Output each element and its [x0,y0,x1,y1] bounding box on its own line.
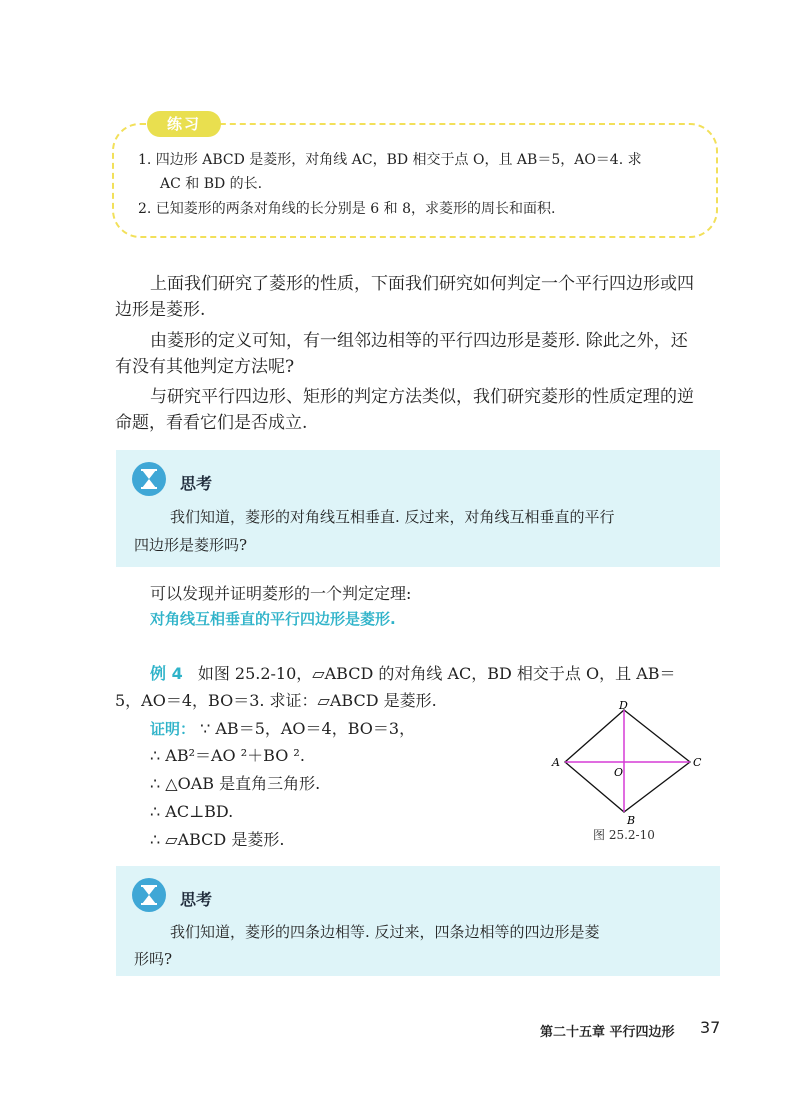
example-line2: 5，AO＝4，BO＝3. 求证：▱ABCD 是菱形. [115,691,437,710]
footer-chapter: 第二十五章 平行四边形 [540,1025,675,1040]
think-hourglass-icon [132,462,166,496]
proof-line-4: ∴ AC⊥BD. [150,802,234,821]
para2-line2: 有没有其他判定方法呢? [115,357,295,377]
label-b: B [627,814,636,827]
think-title-1: 思考 [180,474,213,493]
proof-given: ∵ AB＝5，AO＝4，BO＝3， [200,719,416,738]
think1-line2: 四边形是菱形吗? [134,536,248,554]
practice-item-2: 2. 已知菱形的两条对角线的长分别是 6 和 8，求菱形的周长和面积. [138,201,556,217]
para3-line1: 与研究平行四边形、矩形的判定方法类似，我们研究菱形的性质定理的逆 [150,387,694,407]
para3-line2: 命题，看看它们是否成立. [115,413,308,433]
discover-text: 可以发现并证明菱形的一个判定定理: [150,584,412,603]
para2-line1: 由菱形的定义可知，有一组邻边相等的平行四边形是菱形. 除此之外，还 [150,331,688,351]
practice-tag: 练习 [147,111,221,137]
figure-caption: 图 25.2-10 [593,828,655,842]
proof-line-5: ∴ ▱ABCD 是菱形. [150,830,285,849]
think1-line1: 我们知道，菱形的对角线互相垂直. 反过来，对角线互相垂直的平行 [170,508,615,526]
proof-label: 证明： [150,720,196,738]
example-text-1: 如图 25.2-10，▱ABCD 的对角线 AC，BD 相交于点 O，且 AB＝ [197,664,676,683]
label-c: C [693,756,702,769]
rhombus-figure [540,700,720,830]
think2-line1: 我们知道，菱形的四条边相等. 反过来，四条边相等的四边形是菱 [170,923,600,941]
think-title-2: 思考 [180,890,213,909]
think2-line2: 形吗? [134,950,173,968]
practice-item-1: 1. 四边形 ABCD 是菱形，对角线 AC，BD 相交于点 O，且 AB＝5，AO＝4. 求 [138,152,642,168]
practice-item-1-cont: AC 和 BD 的长. [160,176,263,192]
example-label: 例 4 [150,664,183,683]
label-a: A [552,756,560,769]
proof-line-3: ∴ △OAB 是直角三角形. [150,774,321,793]
think-hourglass-icon [132,878,166,912]
proof-line-2: ∴ AB²＝AO ²＋BO ². [150,746,305,765]
para1-line2: 边形是菱形. [115,300,206,320]
label-o: O [614,766,624,779]
example-line1 [150,662,676,686]
page-number: 37 [700,1018,721,1037]
proof-line-1 [150,718,415,740]
para1-line1: 上面我们研究了菱形的性质，下面我们研究如何判定一个平行四边形或四 [150,274,694,294]
label-d: D [619,700,628,712]
rhombus-sides [565,710,690,812]
theorem-text: 对角线互相垂直的平行四边形是菱形. [150,610,396,628]
